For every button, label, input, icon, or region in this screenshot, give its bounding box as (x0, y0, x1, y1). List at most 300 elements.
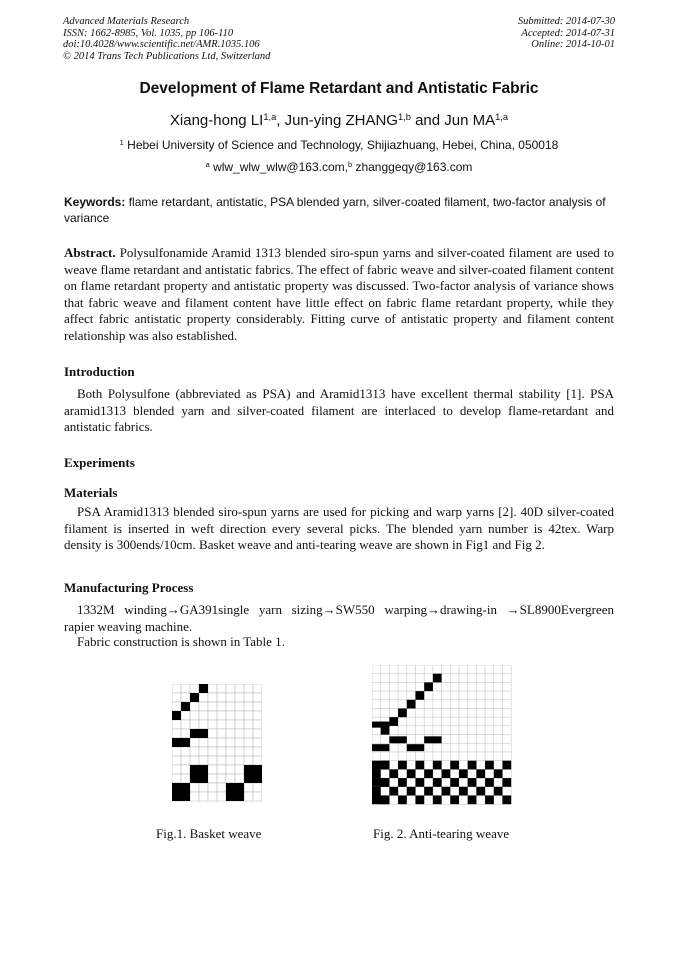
weave-cell (407, 726, 416, 735)
weave-cell (494, 735, 503, 744)
weave-cell (433, 726, 442, 735)
weave-cell (253, 747, 262, 756)
process-heading: Manufacturing Process (64, 580, 194, 595)
weave-cell (208, 729, 217, 738)
weave-cell (407, 761, 416, 770)
weave-cell (503, 682, 512, 691)
interlacing-point (389, 736, 406, 743)
weave-cell (389, 761, 398, 770)
interlacing-point (172, 711, 181, 720)
weave-cell (442, 778, 451, 787)
weave-cell (459, 735, 468, 744)
interlacing-point (407, 787, 416, 796)
weave-cell (398, 787, 407, 796)
weave-cell (459, 743, 468, 752)
weave-cell (407, 709, 416, 718)
weave-cell (468, 665, 477, 674)
interlacing-point (389, 769, 398, 778)
weave-cell (468, 735, 477, 744)
weave-cell (253, 702, 262, 711)
author-3-affil: 1,a (495, 111, 509, 122)
introduction-heading: Introduction (64, 364, 135, 379)
weave-cell (217, 693, 226, 702)
weave-cell (416, 665, 425, 674)
weave-cell (459, 674, 468, 683)
weave-cell (503, 769, 512, 778)
weave-cell (494, 752, 503, 761)
weave-cell (235, 711, 244, 720)
weave-cell (476, 752, 485, 761)
weave-cell (199, 783, 208, 792)
weave-cell (217, 738, 226, 747)
weave-cell (433, 752, 442, 761)
weave-cell (468, 787, 477, 796)
weave-cell (244, 684, 253, 693)
weave-cell (389, 674, 398, 683)
weave-cell (381, 691, 390, 700)
interlacing-point (476, 769, 485, 778)
weave-cell (181, 711, 190, 720)
weave-cell (389, 665, 398, 674)
weave-cell (476, 743, 485, 752)
weave-cell (244, 783, 253, 792)
interlacing-point (450, 796, 459, 805)
weave-cell (468, 682, 477, 691)
weave-cell (503, 691, 512, 700)
weave-cell (172, 765, 181, 774)
interlacing-point (181, 702, 190, 711)
weave-cell (190, 747, 199, 756)
weave-cell (442, 761, 451, 770)
email-mark-b: b (347, 159, 353, 169)
issn: ISSN: 1662-8985, Vol. 1035, pp 106-110 (63, 27, 234, 39)
weave-cell (398, 674, 407, 683)
weave-cell (181, 747, 190, 756)
interlacing-point (407, 744, 424, 751)
author-sep: , (276, 112, 285, 129)
interlacing-point (459, 769, 468, 778)
weave-cell (485, 735, 494, 744)
weave-cell (468, 717, 477, 726)
interlacing-point (424, 736, 441, 743)
interlacing-point (372, 796, 389, 805)
weave-cell (208, 774, 217, 783)
weave-cell (244, 792, 253, 801)
weave-cell (476, 682, 485, 691)
weave-cell (450, 682, 459, 691)
weave-cell (208, 792, 217, 801)
weave-cell (208, 747, 217, 756)
interlacing-point (190, 729, 199, 738)
weave-cell (226, 702, 235, 711)
weave-cell (253, 756, 262, 765)
weave-cell (468, 709, 477, 718)
author-1: Xiang-hong LI (169, 112, 264, 129)
weave-cell (190, 792, 199, 801)
email-a[interactable]: wlw_wlw_wlw@163.com, (209, 160, 348, 174)
weave-cell (172, 747, 181, 756)
weave-cell (476, 717, 485, 726)
weave-cell (442, 682, 451, 691)
weave-cell (372, 682, 381, 691)
weave-cell (172, 756, 181, 765)
weave-cell (381, 700, 390, 709)
weave-cell (503, 674, 512, 683)
weave-cell (494, 709, 503, 718)
weave-cell (459, 700, 468, 709)
weave-cell (416, 682, 425, 691)
journal-info (63, 16, 270, 62)
weave-cell (217, 774, 226, 783)
interlacing-point (433, 761, 442, 770)
weave-cell (381, 665, 390, 674)
weave-cell (190, 711, 199, 720)
weave-cell (244, 747, 253, 756)
weave-cell (485, 726, 494, 735)
weave-cell (253, 738, 262, 747)
weave-cell (217, 702, 226, 711)
weave-cell (244, 693, 253, 702)
weave-cell (253, 693, 262, 702)
affiliation-text: Hebei University of Science and Technology, Shijiazhuang, Hebei, China, 050018 (123, 138, 559, 152)
weave-cell (199, 738, 208, 747)
weave-cell (407, 691, 416, 700)
weave-cell (235, 774, 244, 783)
interlacing-point (398, 709, 407, 718)
weave-cell (468, 726, 477, 735)
weave-cell (208, 738, 217, 747)
interlacing-point (199, 684, 208, 693)
weave-cell (244, 702, 253, 711)
weave-cell (424, 743, 433, 752)
weave-cell (181, 765, 190, 774)
weave-cell (199, 693, 208, 702)
interlacing-point (503, 796, 512, 805)
weave-cell (226, 720, 235, 729)
weave-cell (476, 761, 485, 770)
weave-cell (190, 738, 199, 747)
interlacing-point (389, 717, 398, 726)
weave-cell (450, 700, 459, 709)
weave-cell (485, 674, 494, 683)
weave-cell (450, 787, 459, 796)
weave-cell (450, 665, 459, 674)
weave-cell (398, 717, 407, 726)
weave-cell (485, 769, 494, 778)
weave-cell (503, 717, 512, 726)
weave-cell (442, 752, 451, 761)
author-3: Jun MA (444, 112, 496, 129)
weave-cell (494, 778, 503, 787)
paper-title: Development of Flame Retardant and Antistatic Fabric (139, 80, 539, 97)
weave-cell (468, 674, 477, 683)
weave-cell (235, 693, 244, 702)
weave-cell (442, 709, 451, 718)
weave-cell (442, 717, 451, 726)
weave-cell (389, 700, 398, 709)
weave-cell (199, 711, 208, 720)
weave-cell (398, 691, 407, 700)
weave-cell (450, 691, 459, 700)
weave-cell (217, 792, 226, 801)
weave-cell (468, 743, 477, 752)
weave-cell (253, 792, 262, 801)
weave-cell (433, 787, 442, 796)
weave-cell (235, 729, 244, 738)
weave-cell (459, 778, 468, 787)
weave-cell (476, 778, 485, 787)
author-2-affil: 1,b (397, 111, 411, 122)
interlacing-point (503, 761, 512, 770)
abstract-text: Polysulfonamide Aramid 1313 blended siro-spun yarns and silver-coated filament are used to weave flame retardant and antistatic fabrics. The effect of fabric weave and silver-coated filament content on flame retardant property and antistatic property was discussed. Two-factor analysis of variance shows that fabric weave and filament content have little effect on fabric flame retardant property, while they affect fabric antistatic property considerably. Fitting curve of antistatic property and filament content relationship was also established. (64, 245, 614, 343)
weave-cell (416, 674, 425, 683)
weave-cell (468, 691, 477, 700)
weave-cell (235, 720, 244, 729)
weave-cell (433, 717, 442, 726)
weave-cell (503, 726, 512, 735)
weave-cell (476, 735, 485, 744)
weave-cell (476, 726, 485, 735)
weave-cell (398, 700, 407, 709)
weave-cell (244, 756, 253, 765)
author-list (0, 112, 678, 129)
weave-cell (208, 684, 217, 693)
interlacing-point (494, 769, 503, 778)
interlacing-point (424, 682, 433, 691)
weave-cell (389, 743, 398, 752)
weave-cell (398, 769, 407, 778)
process-text: 1332M winding→GA391single yarn sizing→SW550 warping→drawing-in →SL8900Evergreen rapier weaving machine. (64, 602, 614, 634)
weave-cell (407, 778, 416, 787)
weave-cell (398, 743, 407, 752)
weave-cell (244, 720, 253, 729)
weave-cell (226, 747, 235, 756)
materials-text: PSA Aramid1313 blended siro-spun yarns are used for picking and warp yarns [2]. 40D silver-coated filament is inserted in weft direction every several picks. The blended yarn number is 42tex. Warp density is 300ends/10cm. Basket weave and anti-tearing weave are shown in Fig1 and Fig 2. (64, 504, 614, 552)
weave-cell (226, 756, 235, 765)
weave-cell (226, 711, 235, 720)
weave-cell (226, 738, 235, 747)
weave-cell (433, 665, 442, 674)
affiliation-mark: 1 (119, 137, 124, 147)
weave-cell (190, 783, 199, 792)
weave-cell (381, 674, 390, 683)
weave-cell (235, 765, 244, 774)
interlacing-point (424, 787, 433, 796)
weave-cell (208, 693, 217, 702)
weave-cell (476, 691, 485, 700)
submitted-date: Submitted: 2014-07-30 (517, 16, 615, 27)
interlacing-point (468, 761, 477, 770)
weave-cell (199, 756, 208, 765)
weave-cell (416, 787, 425, 796)
doi[interactable]: doi:10.4028/www.scientific.net/AMR.1035.106 (63, 39, 260, 50)
weave-cell (424, 709, 433, 718)
experiments-heading: Experiments (64, 455, 135, 470)
weave-cell (389, 691, 398, 700)
weave-cell (217, 756, 226, 765)
weave-cell (503, 709, 512, 718)
weave-cell (208, 702, 217, 711)
weave-cell (442, 691, 451, 700)
weave-cell (485, 709, 494, 718)
weave-cell (208, 756, 217, 765)
weave-cell (208, 720, 217, 729)
weave-cell (459, 682, 468, 691)
weave-cell (424, 726, 433, 735)
interlacing-point (485, 761, 494, 770)
weave-cell (389, 726, 398, 735)
weave-cell (450, 743, 459, 752)
weave-cell (244, 711, 253, 720)
materials-heading: Materials (64, 485, 118, 500)
weave-cell (407, 717, 416, 726)
email-mark-a: a (205, 159, 210, 169)
accepted-date: Accepted: 2014-07-31 (521, 27, 615, 39)
weave-cell (226, 693, 235, 702)
interlacing-point (172, 738, 181, 747)
weave-cell (476, 709, 485, 718)
weave-cell (217, 765, 226, 774)
interlacing-point (433, 778, 442, 787)
weave-cell (217, 711, 226, 720)
interlacing-point (468, 796, 477, 805)
dates-info (518, 16, 615, 51)
weave-cell (416, 769, 425, 778)
weave-cell (226, 765, 235, 774)
weave-cell (199, 747, 208, 756)
weave-cell (459, 717, 468, 726)
weave-cell (407, 665, 416, 674)
weave-cell (381, 709, 390, 718)
weave-cell (253, 711, 262, 720)
weave-cell (235, 747, 244, 756)
weave-cell (503, 787, 512, 796)
fabric-construction-note: Fabric construction is shown in Table 1. (77, 634, 285, 649)
interlacing-point (372, 787, 381, 796)
interlacing-point (433, 674, 442, 683)
weave-cell (372, 665, 381, 674)
weave-cell (407, 674, 416, 683)
weave-cell (450, 752, 459, 761)
fig1-caption: Fig.1. Basket weave (156, 826, 262, 841)
weave-cell (433, 691, 442, 700)
weave-cell (190, 756, 199, 765)
weave-cell (433, 700, 442, 709)
weave-cell (253, 783, 262, 792)
interlacing-point (442, 769, 451, 778)
weave-cell (485, 691, 494, 700)
weave-cell (199, 702, 208, 711)
interlacing-point (199, 729, 208, 738)
weave-cell (181, 774, 190, 783)
affiliation (0, 138, 678, 152)
keywords-label: Keywords: (64, 195, 126, 209)
interlacing-point (398, 778, 407, 787)
weave-cell (217, 720, 226, 729)
weave-cell (172, 720, 181, 729)
weave-cell (398, 752, 407, 761)
interlacing-point (181, 738, 190, 747)
weave-cell (416, 717, 425, 726)
weave-cell (217, 729, 226, 738)
weave-cell (424, 796, 433, 805)
weave-cell (381, 752, 390, 761)
interlacing-point (372, 744, 389, 751)
weave-cell (450, 769, 459, 778)
weave-cell (494, 665, 503, 674)
weave-cell (459, 691, 468, 700)
weave-cell (416, 752, 425, 761)
weave-cell (372, 735, 381, 744)
interlacing-point (372, 722, 389, 728)
weave-cell (485, 700, 494, 709)
weave-cell (476, 674, 485, 683)
interlacing-point (433, 796, 442, 805)
copyright: © 2014 Trans Tech Publications Ltd, Switzerland (63, 50, 271, 62)
weave-cell (424, 778, 433, 787)
weave-cell (381, 682, 390, 691)
author-2: Jun-ying ZHANG (284, 112, 398, 129)
interlacing-point (190, 765, 208, 783)
weave-cell (442, 796, 451, 805)
weave-cell (217, 783, 226, 792)
weave-cell (381, 735, 390, 744)
weave-cell (407, 735, 416, 744)
interlacing-point (172, 783, 190, 801)
keywords-text: flame retardant, antistatic, PSA blended yarn, silver-coated filament, two-factor analysis of variance (64, 195, 606, 225)
weave-cell (494, 700, 503, 709)
weave-cell (503, 743, 512, 752)
weave-cell (190, 684, 199, 693)
weave-cell (442, 700, 451, 709)
interlacing-point (372, 769, 381, 778)
interlacing-point (372, 778, 389, 787)
weave-cell (244, 729, 253, 738)
weave-cell (416, 709, 425, 718)
keywords (64, 194, 614, 226)
interlacing-point (485, 778, 494, 787)
weave-cell (398, 682, 407, 691)
weave-cell (424, 761, 433, 770)
weave-cell (468, 752, 477, 761)
weave-cell (199, 792, 208, 801)
weave-cell (476, 665, 485, 674)
weave-cell (235, 756, 244, 765)
weave-cell (181, 720, 190, 729)
author-1-affil: 1,a (263, 111, 277, 122)
interlacing-point (450, 761, 459, 770)
interlacing-point (416, 691, 425, 700)
interlacing-point (476, 787, 485, 796)
journal-name: Advanced Materials Research (63, 16, 190, 27)
weave-cell (459, 796, 468, 805)
weave-cell (407, 682, 416, 691)
weave-cell (459, 761, 468, 770)
weave-cell (235, 702, 244, 711)
interlacing-point (416, 761, 425, 770)
weave-cell (485, 787, 494, 796)
weave-cell (372, 691, 381, 700)
email-b[interactable]: zhanggeqy@163.com (352, 160, 473, 174)
weave-cell (424, 717, 433, 726)
weave-cell (253, 720, 262, 729)
interlacing-point (398, 796, 407, 805)
weave-cell (424, 752, 433, 761)
weave-cell (372, 674, 381, 683)
weave-cell (468, 769, 477, 778)
weave-cell (424, 691, 433, 700)
weave-cell (217, 747, 226, 756)
